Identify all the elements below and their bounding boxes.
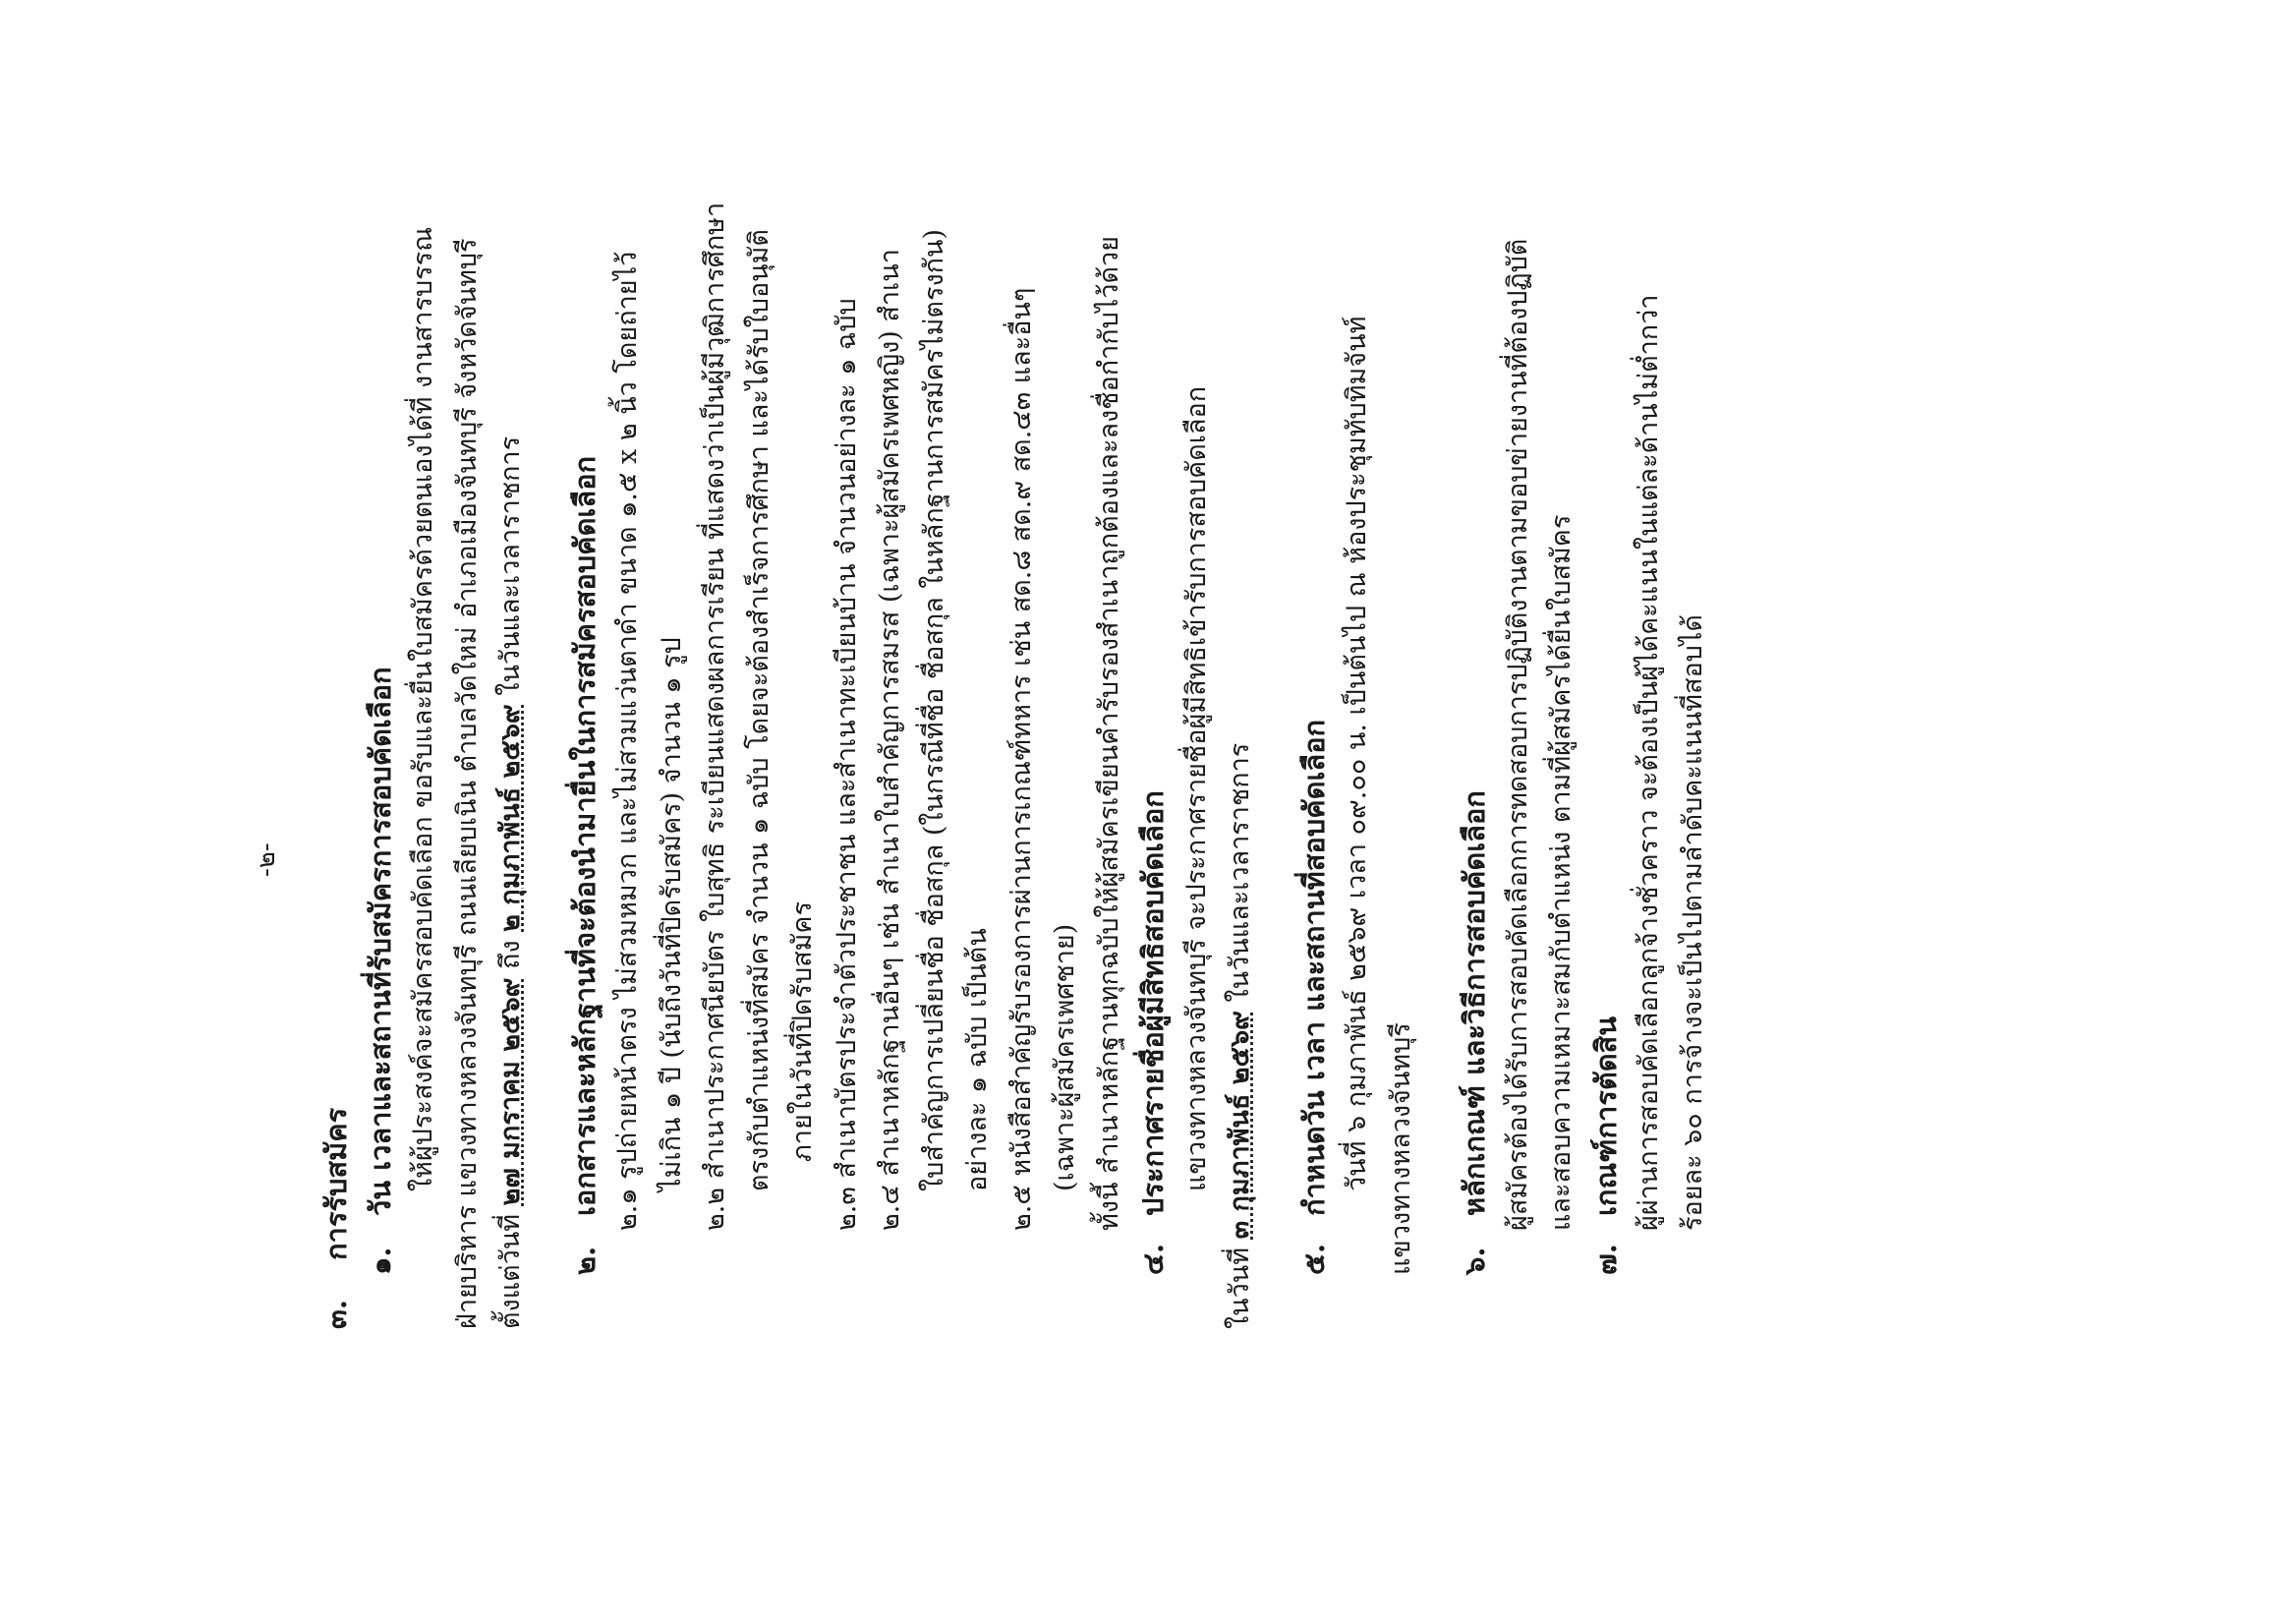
announcement-date: ๓ กุมภาพันธ์ ๒๕๖๙ xyxy=(1225,1011,1255,1240)
subsection-number: ๕. xyxy=(1296,1243,1331,1275)
list-item-continuation: ไม่เกิน ๑ ปี (นับถึงวันที่ปิดรับสมัคร) จำนวน ๑ รูป xyxy=(656,637,687,1191)
subsection-number: ๑. xyxy=(363,1247,397,1275)
date-suffix: ในวันและเวลาราชการ xyxy=(495,435,526,696)
date-label: ตั้งแต่วันที่ xyxy=(495,1213,526,1329)
list-item-continuation: ภายในวันที่ปิดรับสมัคร xyxy=(787,901,818,1162)
list-item xyxy=(869,100,913,1329)
paragraph-line: ฝ่ายบริหาร แขวงทางหลวงจันทบุรี ถนนเลียบเนิน ตำบลวัดใหม่ อำเภอเมืองจันทบุรี จังหวัดจันทบุรี xyxy=(451,238,483,1329)
paragraph-line: ผู้ผ่านการสอบคัดเลือกลูกจ้างชั่วคราว จะต้องเป็นผู้ได้คะแนนในแต่ละด้านไม่ต่ำกว่า xyxy=(1634,294,1664,1231)
date-suffix: ในวันและเวลาราชการ xyxy=(1225,742,1255,1003)
list-item-continuation: ใบสำคัญการเปลี่ยนชื่อ ชื่อสกุล (ในกรณีที่ชื่อ ชื่อสกุล ในหลักฐานการสมัครไม่ตรงกัน) xyxy=(918,229,949,1191)
subsection-heading xyxy=(1453,100,1497,1329)
subsection-title: กำหนดวัน เวลา และสถานที่สอบคัดเลือก xyxy=(1296,719,1331,1216)
item-text: รูปถ่ายหน้าตรง ไม่สวมหมวก และไม่สวมแว่นตาดำ ขนาด ๑.๕ x ๒ นิ้ว โดยถ่ายไว้ xyxy=(612,251,643,1180)
paragraph-line: และสอบความเหมาะสมกับตำแหน่ง ตามที่ผู้สมัครได้ยื่นใบสมัคร xyxy=(1546,514,1577,1231)
item-text: หนังสือสำคัญรับรองการผ่านการเกณฑ์ทหาร เช่น สด.๘ สด.๙ สด.๔๓ และอื่นๆ xyxy=(1005,287,1037,1177)
subsection-heading xyxy=(563,100,607,1329)
paragraph-line xyxy=(1219,100,1263,1329)
section-title: การรับสมัคร xyxy=(319,1107,353,1260)
subsection-title: หลักเกณฑ์ และวิธีการสอบคัดเลือก xyxy=(1458,790,1491,1216)
paragraph-line: วันที่ ๖ กุมภาพันธ์ ๒๕๖๙ เวลา ๐๙.๐๐ น. เป็นต้นไป ณ ห้องประชุมทับทิมจันท์ xyxy=(1342,316,1372,1191)
item-number: ๒.๕ xyxy=(1005,1185,1037,1231)
section-number: ๓. xyxy=(319,1300,353,1329)
subsection-title: ประกาศรายชื่อผู้มีสิทธิสอบคัดเลือก xyxy=(1136,790,1170,1216)
list-item xyxy=(1001,100,1045,1329)
item-text: สำเนาประกาศนียบัตร ใบสุทธิ ระเบียนแสดงผลการเรียน ที่แสดงว่าเป็นผู้มีวุฒิการศึกษา xyxy=(700,202,730,1180)
date-connector: ถึง xyxy=(495,940,526,970)
paragraph-line xyxy=(489,100,534,1329)
subsection-number: ๗. xyxy=(1588,1244,1623,1275)
list-item xyxy=(606,100,651,1329)
subsection-number: ๔. xyxy=(1136,1243,1170,1275)
paragraph-line: ร้อยละ ๖๐ การจ้างจะเป็นไปตามลำดับคะแนนที่สอบได้ xyxy=(1677,614,1708,1231)
item-number: ๒.๑ xyxy=(612,1188,643,1231)
page-number: -๒- xyxy=(252,842,281,877)
note-line: ทั้งนี้ สำเนาหลักฐานทุกฉบับให้ผู้สมัครเขียนคำรับรองสำเนาถูกต้องและลงชื่อกำกับไว้ด้วย xyxy=(1093,236,1124,1231)
section-heading xyxy=(315,100,359,1329)
paragraph-line: ผู้สมัครต้องได้รับการสอบคัดเลือกการทดสอบการปฏิบัติงานตามขอบข่ายงานที่ต้องปฏิบัติ xyxy=(1502,238,1533,1231)
item-text: สำเนาหลักฐานอื่นๆ เช่น สำเนาใบสำคัญการสมรส (เฉพาะผู้สมัครเพศหญิง) สำเนา xyxy=(875,249,905,1177)
subsection-title: เกณฑ์การตัดสิน xyxy=(1588,1015,1623,1216)
subsection-title: วัน เวลาและสถานที่รับสมัครการสอบคัดเลือก xyxy=(363,667,397,1216)
subsection-number: ๒. xyxy=(567,1246,602,1275)
subsection-heading xyxy=(1292,100,1337,1329)
item-number: ๒.๓ xyxy=(831,1187,862,1231)
list-item-continuation: ตรงกับตำแหน่งที่สมัคร จำนวน ๑ ฉบับ โดยจะต้องสำเร็จการศึกษา และได้รับใบอนุมัติ xyxy=(743,229,775,1191)
paragraph-line: แขวงทางหลวงจันทบุรี จะประกาศรายชื่อผู้มีสิทธิเข้ารับการสอบคัดเลือก xyxy=(1180,385,1212,1191)
list-item xyxy=(826,100,870,1329)
item-text: สำเนาบัตรประจำตัวประชาชน และสำเนาทะเบียนบ้าน จำนวนอย่างละ ๑ ฉบับ xyxy=(831,298,862,1179)
subsection-number: ๖. xyxy=(1458,1247,1491,1275)
subsection-heading xyxy=(1584,100,1629,1329)
list-item-continuation: อย่างละ ๑ ฉบับ เป็นต้น xyxy=(962,928,993,1191)
item-number: ๒.๔ xyxy=(875,1185,905,1231)
subsection-heading xyxy=(1131,100,1176,1329)
list-item-continuation: (เฉพาะผู้สมัครเพศชาย) xyxy=(1050,923,1080,1191)
list-item xyxy=(694,100,738,1329)
end-date: ๒ กุมภาพันธ์ ๒๕๖๙ xyxy=(495,704,526,932)
item-number: ๒.๒ xyxy=(700,1187,730,1231)
subsection-title: เอกสารและหลักฐานที่จะต้องนำมายื่นในการสมัครสอบคัดเลือก xyxy=(567,455,602,1216)
date-label: ในวันที่ xyxy=(1225,1247,1255,1329)
paragraph-line: ให้ผู้ประสงค์จะสมัครสอบคัดเลือก ขอรับและยื่นใบสมัครด้วยตนเองได้ที่ งานสารบรรณ xyxy=(408,226,438,1191)
document-body xyxy=(315,100,1715,1329)
subsection-heading xyxy=(359,100,403,1329)
paragraph-line: แขวงทางหลวงจันทบุรี xyxy=(1385,1022,1416,1275)
start-date: ๒๗ มกราคม ๒๕๖๙ xyxy=(495,977,526,1206)
